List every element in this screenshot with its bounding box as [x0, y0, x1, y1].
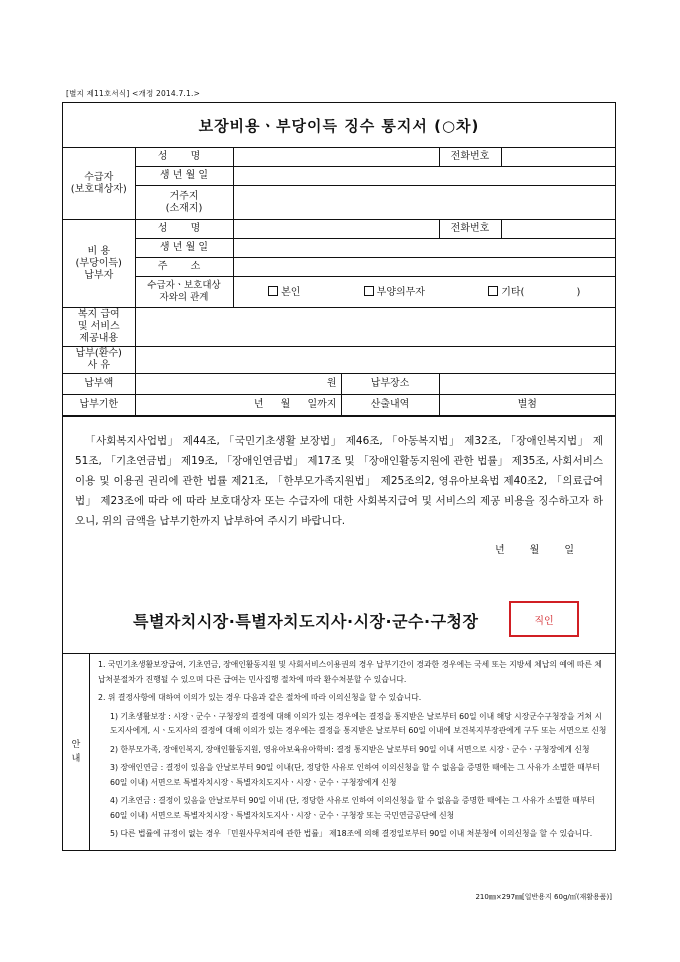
form-title: 보장비용ㆍ부당이득 징수 통지서 (○차)	[63, 103, 615, 148]
payer-name-field[interactable]	[233, 220, 439, 239]
recipient-birth-field[interactable]	[233, 167, 615, 186]
calc-label: 산출내역	[341, 395, 439, 416]
payer-address-label: 주 소	[135, 258, 233, 277]
checkbox-other[interactable]	[488, 286, 498, 296]
statement-text: 「사회복지사업법」 제44조, 「국민기초생활 보장법」 제46조, 「아동복지법」 제32조, 「장애인복지법」 제51조, 「기초연금법」 제19조, 「장애인연금법」 제17조 및 「장애인활동지원에 관한 법률」 제35조, 사회서비스이용 및 이용권 권리에 관한 법률 제21조, 「한부모가족지원법」 제25조의2, 영유아보육법 제40조2, 「의료급여법」 제23조에 따라 에 따라 보호대상자 또는 수급자에 대한 사회복지급여 및 서비스의 제공 비용을 징수하고자 하오니, 위의 금액을 납부기한까지 납부하여 주시기 바랍니다.	[75, 435, 603, 527]
recipient-phone-field[interactable]	[501, 148, 615, 167]
recipient-address-label: 거주지 (소재지)	[135, 186, 233, 220]
place-label: 납부장소	[341, 374, 439, 395]
welfare-field[interactable]	[135, 308, 615, 347]
payer-group-label: 비 용 (부당이득) 납부자	[63, 220, 135, 308]
place-field[interactable]	[439, 374, 615, 395]
reason-field[interactable]	[135, 347, 615, 374]
checkbox-self[interactable]	[268, 286, 278, 296]
issuer-row	[63, 587, 615, 654]
guide-item: 4) 기초연금 : 결정이 있음을 안날로부터 90일 이내 (단, 정당한 사유로 인하여 이의신청을 할 수 없음을 증명한 때에는 그 사유가 소멸한 때부터 60일 이내) 서면으로 특별자치시장ㆍ특별자치도지사ㆍ시장ㆍ군수ㆍ구청장 또는 국민연금공단에 신청	[110, 796, 595, 820]
issuer-title: 특별자치시장·특별자치도지사·시장·군수·구청장	[133, 612, 479, 631]
amount-label: 납부액	[63, 374, 135, 395]
payer-phone-label: 전화번호	[439, 220, 501, 239]
calc-value: 별첨	[439, 395, 615, 416]
amount-field[interactable]	[135, 374, 341, 395]
form-reference: [별지 제11호서식] <개정 2014.7.1.>	[66, 89, 201, 98]
payer-address-field[interactable]	[233, 258, 615, 277]
paper-size-note: 210㎜×297㎜[일반용지 60g/㎡(재활용품)]	[475, 893, 612, 901]
statement-section	[63, 416, 615, 587]
recipient-name-label: 성 명	[135, 148, 233, 167]
payer-name-label: 성 명	[135, 220, 233, 239]
payer-phone-field[interactable]	[501, 220, 615, 239]
checkbox-support-obligor[interactable]	[364, 286, 374, 296]
recipient-phone-label: 전화번호	[439, 148, 501, 167]
option-self[interactable]: 본인	[268, 286, 300, 299]
amount-unit: 원	[326, 378, 337, 389]
payer-birth-field[interactable]	[233, 239, 615, 258]
relation-options	[233, 277, 615, 308]
guide-item: 2. 위 결정사항에 대하여 이의가 있는 경우 다음과 같은 절차에 따라 이의신청을 할 수 있습니다.	[98, 693, 422, 702]
guide-body	[90, 654, 615, 850]
official-seal-box: 직인	[509, 601, 579, 637]
guide-item: 1. 국민기초생활보장급여, 기초연금, 장애인활동지원 및 사회서비스이용권의 경우 납부기간이 경과한 경우에는 국세 또는 지방세 체납의 예에 따른 체납처분절차가 진행될 수 있으며 다른 급여는 민사집행 절차에 따라 환수처분할 수 있습니다.	[98, 660, 602, 684]
recipient-name-field[interactable]	[233, 148, 439, 167]
option-support-obligor[interactable]: 부양의무자	[364, 286, 425, 299]
deadline-field[interactable]: 년 월 일까지	[135, 395, 341, 416]
notice-form	[62, 102, 616, 851]
recipient-address-field[interactable]	[233, 186, 615, 220]
guide-item: 1) 기초생활보장 : 시장ㆍ군수ㆍ구청장의 결정에 대해 이의가 있는 경우에는 결정을 통지받은 날로부터 60일 이내 해당 시장군수구청장을 거쳐 시도지사에게, 시ㆍ도지사의 결정에 대해 이의가 있는 경우에는 결정을 통지받은 날로부터 60일 이내에 보건복지부장관에게 구두 또는 서면으로 신청	[110, 711, 607, 735]
welfare-label: 복지 급여 및 서비스 제공내용	[63, 308, 135, 347]
deadline-label: 납부기한	[63, 395, 135, 416]
guide-item: 5) 다른 법률에 규정이 없는 경우 「민원사무처리에 관한 법률」 제18조에 의해 결정일로부터 90일 이내 처분청에 이의신청을 할 수 있습니다.	[110, 829, 593, 838]
recipient-birth-label: 생 년 월 일	[135, 167, 233, 186]
info-table	[63, 148, 615, 416]
guide-item: 3) 장애인연금 : 결정이 있음을 안날로부터 90일 이내(단, 정당한 사유로 인하여 이의신청을 할 수 없음을 증명한 때에는 그 사유가 소멸한 때부터 60일 이내) 서면으로 특별자치시장ㆍ특별자치도지사ㆍ시장ㆍ군수ㆍ구청장에게 신청	[110, 763, 600, 787]
guide-section	[63, 654, 615, 850]
reason-label: 납부(환수) 사 유	[63, 347, 135, 374]
issue-date: 년 월 일	[494, 545, 575, 556]
guide-label: 안 내	[63, 654, 90, 850]
recipient-group-label: 수급자 (보호대상자)	[63, 148, 135, 220]
payer-birth-label: 생 년 월 일	[135, 239, 233, 258]
option-other[interactable]: 기타( )	[488, 286, 580, 299]
guide-item: 2) 한부모가족, 장애인복지, 장애인활동지원, 영유아보육유아학비: 결정 통지받은 날로부터 90일 이내 서면으로 시장ㆍ군수ㆍ구청장에게 신청	[110, 744, 590, 754]
payer-relation-label: 수급자ㆍ보호대상 자와의 관계	[135, 277, 233, 308]
